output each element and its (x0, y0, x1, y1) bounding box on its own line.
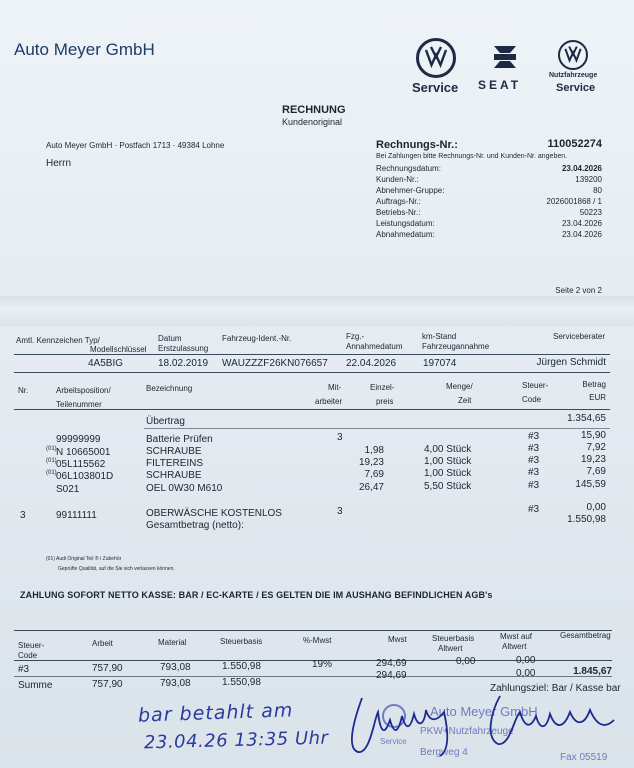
col-header: Arbeitsposition/ (56, 386, 111, 395)
stamp-line: Fax 05519 (560, 752, 608, 763)
col-header: EUR (589, 393, 606, 402)
net-total-label: Gesamtbetrag (netto): (146, 520, 244, 531)
stamp-service-label: Service (380, 737, 407, 746)
invoice-number-label: Rechnungs-Nr.: (376, 139, 458, 151)
col-header: Altwert (438, 644, 463, 653)
item-description: SCHRAUBE (146, 470, 202, 481)
col-header: Steuerbasis (220, 637, 263, 646)
col-header: arbeiter (315, 397, 343, 406)
carry-over-value: 1.354,65 (567, 413, 606, 424)
vat-rate: 19% (312, 659, 333, 670)
vw-nfz-logo-icon (558, 40, 588, 70)
labour: 757,90 (92, 663, 123, 674)
meta-value: 23.04.2026 (561, 230, 602, 239)
meta-value: 80 (593, 186, 602, 195)
gross-total: 1.845,67 (573, 666, 612, 677)
meta-label: Rechnungsdatum: (376, 164, 441, 173)
col-header: Steuer- (18, 641, 45, 650)
part-prefix: (01) (46, 446, 57, 452)
col-header: Betrag (582, 380, 606, 389)
part-prefix: (01) (46, 470, 57, 476)
item-description: OEL 0W30 M610 (146, 483, 223, 494)
meta-label: Kunden-Nr.: (376, 175, 419, 184)
col-header: preis (376, 397, 394, 406)
vat-amount: 294,69 (376, 658, 407, 669)
vw-service-label: Service (412, 80, 459, 95)
meta-label: Abnehmer-Gruppe: (376, 186, 445, 195)
amount: 0,00 (586, 502, 606, 513)
divider (14, 354, 610, 355)
footnote: (01) Audi Original Teil ® / Zubehör (46, 556, 122, 562)
stamp-name: Auto Meyer GmbH (430, 704, 538, 719)
part-number: S021 (56, 484, 80, 495)
unit-price: 26,47 (358, 482, 384, 493)
tax-code: #3 (528, 455, 540, 466)
unit-price: 7,69 (364, 469, 384, 480)
vin: WAUZZZF26KN076657 (222, 358, 328, 369)
part-prefix: (01) (46, 458, 57, 464)
col-header: Mwst (388, 635, 407, 644)
quantity: 5,50 Stück (424, 481, 472, 492)
item-description: FILTEREINS (146, 458, 204, 469)
tax-code: #3 (528, 480, 540, 491)
meta-label: Auftrags-Nr.: (376, 197, 421, 206)
tax-base: 1.550,98 (222, 661, 261, 672)
seat-logo-icon (490, 42, 520, 72)
col-header: Mit- (328, 383, 342, 392)
amount: 19,23 (580, 454, 606, 465)
col-header: Mwst auf (500, 632, 533, 641)
vw-logo-icon (416, 38, 456, 78)
amount: 7,92 (586, 442, 606, 453)
meta-value: 23.04.2026 (561, 164, 602, 173)
vehicle-header: Erstzulassung (158, 344, 209, 353)
position-number: 3 (20, 510, 26, 521)
part-number: 05L115562 (56, 459, 106, 470)
material-sum: 793,08 (160, 678, 191, 689)
amount: 145,59 (575, 479, 606, 490)
document-subtitle: Kundenoriginal (282, 117, 343, 127)
item-description: Batterie Prüfen (146, 434, 213, 445)
vat-sum: 294,69 (376, 670, 407, 681)
vehicle-header: Serviceberater (553, 332, 606, 341)
stamp-line: PKW+Nutzfahrzeuge (420, 726, 514, 737)
tax-code: #3 (18, 664, 30, 675)
vehicle-header: Amtl. Kennzeichen Typ/ (16, 336, 100, 345)
stamp-line: Bergweg 4 (420, 747, 468, 758)
divider (14, 630, 612, 631)
sender-line: Auto Meyer GmbH · Postfach 1713 · 49384 Lohne (46, 141, 225, 150)
quantity: 1,00 Stück (424, 456, 472, 467)
col-header: %-Mwst (303, 636, 332, 645)
handwritten-note: bar betahlt am (137, 699, 294, 727)
tax-code: #3 (528, 504, 540, 515)
vehicle-header: Datum (158, 334, 182, 343)
seat-label: SEAT (478, 78, 522, 92)
vehicle-header: Fahrzeug-Ident.-Nr. (222, 334, 292, 343)
nfz-sub-label: Nutzfahrzeuge (549, 72, 598, 79)
labour-sum: 757,90 (92, 679, 123, 690)
payment-type: Zahlungsziel: Bar / Kasse bar (490, 683, 621, 694)
meta-label: Leistungsdatum: (376, 219, 435, 228)
recipient: Herrn (46, 158, 72, 169)
meta-value: 139200 (575, 175, 602, 184)
worker: 3 (337, 432, 343, 443)
item-description: SCHRAUBE (146, 446, 202, 457)
part-number: 99111111 (56, 510, 97, 521)
meta-value: 2026001868 / 1 (546, 197, 602, 206)
km-reading: 197074 (423, 358, 457, 369)
col-header: Steuerbasis (432, 634, 475, 643)
company-name: Auto Meyer GmbH (14, 40, 155, 59)
unit-price: 1,98 (364, 445, 384, 456)
invoice-note: Bei Zahlungen bitte Rechnungs-Nr. und Kunden-Nr. angeben. (376, 153, 568, 160)
quantity: 1,00 Stück (424, 468, 472, 479)
col-header: Code (522, 395, 542, 404)
license-plate: 4A5BIG (88, 358, 124, 369)
divider (14, 372, 610, 373)
col-header: Nr. (18, 386, 29, 395)
old-vat-sum: 0,00 (516, 668, 536, 679)
received-date: 22.04.2026 (346, 358, 397, 369)
tax-code: #3 (528, 467, 540, 478)
payment-terms: ZAHLUNG SOFORT NETTO KASSE: BAR / EC-KARTE / ES GELTEN DIE IM AUSHANG BEFINDLICHEN AGB's (20, 590, 493, 600)
amount: 15,90 (580, 430, 606, 441)
col-header: Zeit (458, 396, 472, 405)
carry-over-label: Übertrag (146, 416, 185, 427)
meta-label: Abnahmedatum: (376, 230, 435, 239)
vehicle-header: Fahrzeugannahme (422, 342, 490, 351)
divider (14, 409, 610, 410)
col-header: Gesamtbetrag (560, 631, 611, 640)
signature (480, 690, 630, 750)
nfz-service-label: Service (556, 82, 596, 94)
paper-fold (0, 296, 634, 326)
col-header: Menge/ (446, 382, 473, 391)
worker: 3 (337, 506, 343, 517)
vehicle-header: Fzg.- (346, 332, 365, 341)
vehicle-header: Annahmedatum (346, 342, 403, 351)
tax-code: #3 (528, 443, 540, 454)
part-number: N 10665001 (56, 447, 111, 458)
part-number: 99999999 (56, 434, 101, 445)
col-header: Material (158, 638, 187, 647)
col-header: Einzel- (370, 383, 395, 392)
tax-base-sum: 1.550,98 (222, 677, 261, 688)
col-header: Arbeit (92, 639, 113, 648)
amount: 7,69 (586, 466, 606, 477)
item-description: OBERWÄSCHE KOSTENLOS (146, 508, 282, 519)
old-tax-base: 0,00 (456, 656, 476, 667)
col-header: Bezeichnung (146, 384, 193, 393)
footnote: Geprüfte Qualität, auf die Sie sich verlassen können. (58, 566, 175, 572)
document-title: RECHNUNG (282, 104, 346, 116)
page-indicator: Seite 2 von 2 (555, 286, 602, 295)
old-vat: 0,00 (516, 655, 536, 666)
col-header: Steuer- (522, 381, 549, 390)
net-total-value: 1.550,98 (567, 514, 606, 525)
signature (340, 690, 460, 760)
part-number: 06L103801D (56, 471, 114, 482)
handwritten-note: 23.04.26 13:35 Uhr (143, 727, 329, 754)
tax-code: #3 (528, 431, 540, 442)
vehicle-header: km-Stand (422, 332, 457, 341)
meta-value: 23.04.2026 (561, 219, 602, 228)
unit-price: 19,23 (358, 457, 384, 468)
col-header: Code (18, 651, 38, 660)
col-header: Altwert (502, 642, 527, 651)
meta-value: 50223 (579, 208, 602, 217)
col-header: Teilenummer (56, 400, 102, 409)
first-registration: 18.02.2019 (158, 358, 209, 369)
invoice-number: 110052274 (547, 138, 602, 150)
service-advisor: Jürgen Schmidt (536, 357, 606, 368)
meta-label: Betriebs-Nr.: (376, 208, 421, 217)
sum-label: Summe (18, 680, 53, 691)
material: 793,08 (160, 662, 191, 673)
quantity: 4,00 Stück (424, 444, 472, 455)
divider (144, 428, 610, 429)
vehicle-header: Modellschlüssel (90, 345, 147, 354)
